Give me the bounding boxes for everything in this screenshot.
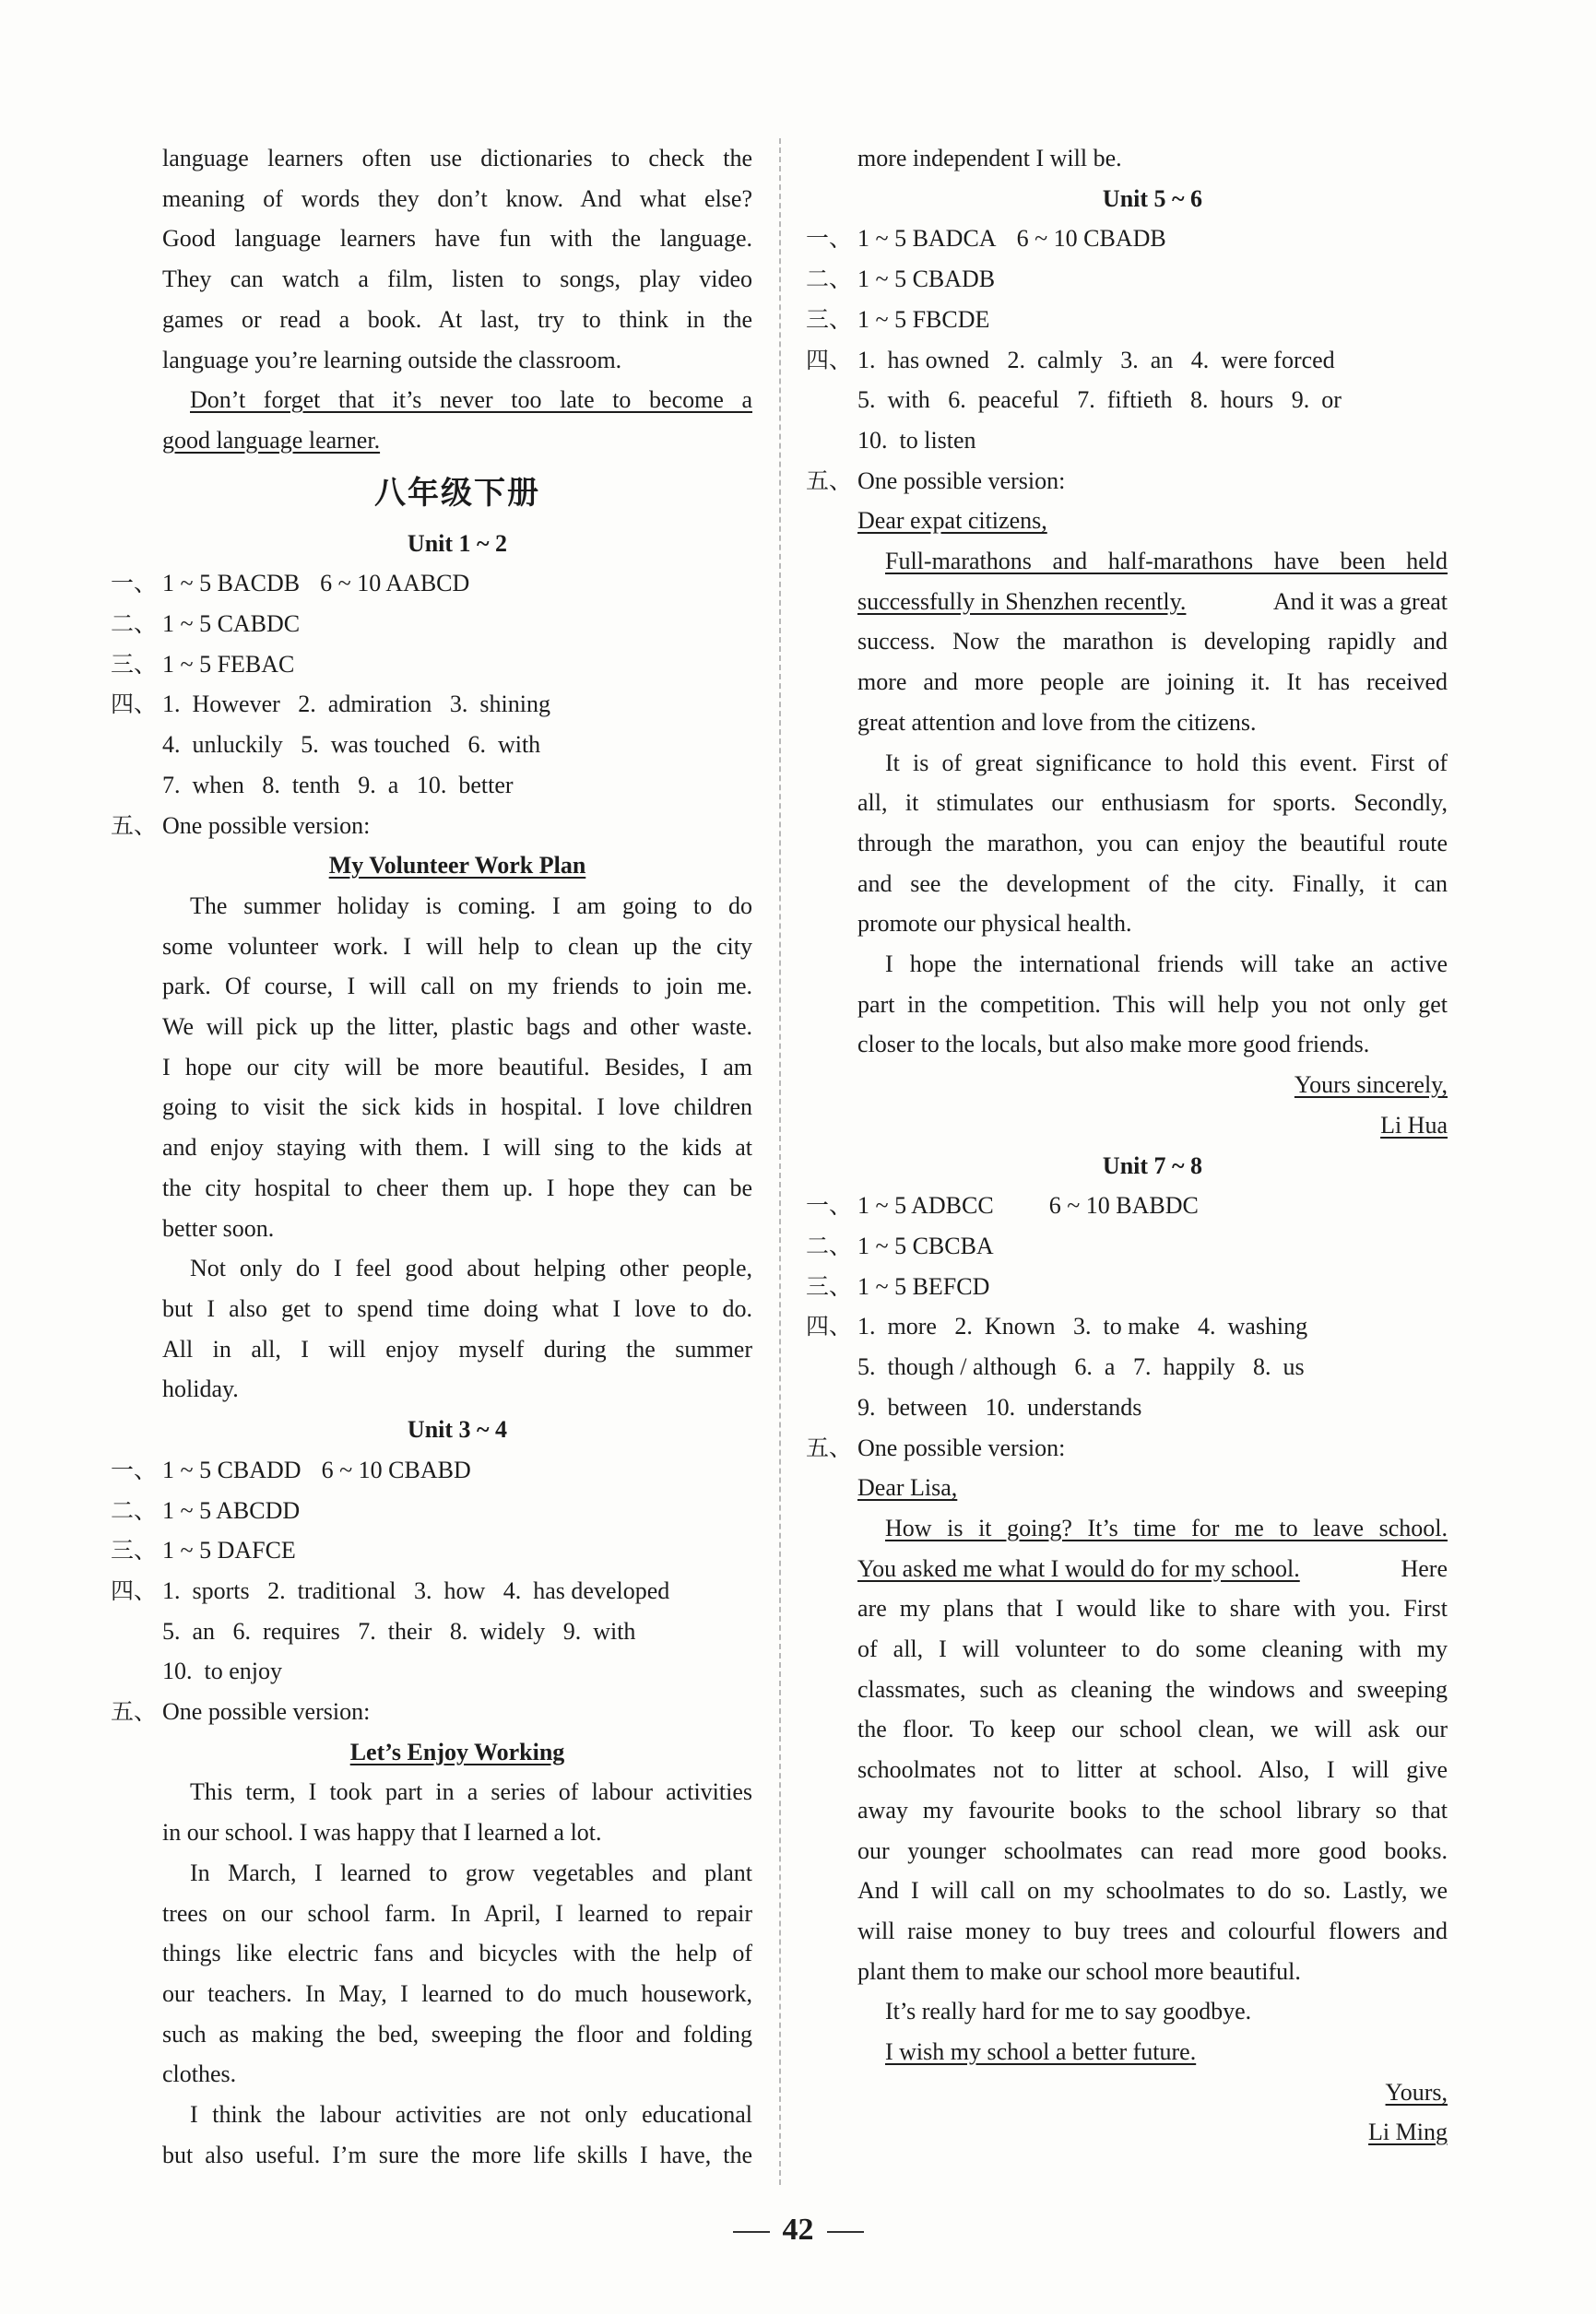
answer-group: 1 ~ 5 ABCDD — [162, 1496, 301, 1524]
version-label: One possible version: — [857, 1434, 1066, 1461]
answer-row — [806, 461, 1448, 502]
answer-group: 1 ~ 5 CBADD — [162, 1456, 301, 1483]
answer-row — [111, 1530, 752, 1571]
section-mark: 一、 — [806, 225, 853, 253]
text-line: the floor. To keep our school clean, we will ask our — [857, 1716, 1448, 1743]
fill-answers: 10. to enjoy — [162, 1658, 282, 1685]
text-line: They can watch a film, listen to songs, play video — [162, 266, 752, 293]
answer-row — [806, 259, 1448, 300]
answer-group: 1 ~ 5 ADBCC — [857, 1192, 994, 1220]
answer-group: 1 ~ 5 BACDB — [162, 570, 301, 597]
letter-closing: Yours sincerely, — [1294, 1071, 1448, 1099]
answer-row — [111, 604, 752, 644]
text-line: will raise money to buy trees and colourful flowers and — [857, 1917, 1448, 1944]
text-span: And it was a great — [1268, 587, 1448, 615]
answer-row — [806, 1306, 1448, 1347]
answer-group: 1 ~ 5 CABDC — [162, 610, 301, 638]
text-line: I think the labour activities are not only educational — [190, 2101, 752, 2129]
section-mark: 四、 — [806, 1313, 853, 1340]
text-line: closer to the locals, but also make more good friends. — [857, 1031, 1370, 1058]
answer-row — [806, 1428, 1448, 1469]
text-line: Not only do I feel good about helping other people, — [190, 1255, 752, 1282]
text-line: meaning of words they don’t know. And what else? — [162, 184, 752, 212]
text-line: promote our physical health. — [857, 910, 1132, 938]
section-mark: 五、 — [806, 1434, 853, 1461]
section-mark: 三、 — [111, 1537, 158, 1564]
version-label: One possible version: — [857, 466, 1066, 494]
answer-row — [111, 1692, 752, 1732]
answer-row — [111, 644, 752, 685]
text-line: clothes. — [162, 2060, 237, 2088]
answer-group: 1 ~ 5 FBCDE — [857, 305, 990, 333]
text-line — [857, 1549, 1448, 1589]
text-line: part in the competition. This will help you not only get — [857, 990, 1448, 1018]
fill-answers: 4. unluckily 5. was touched 6. with — [162, 731, 541, 759]
underlined-line: Don’t forget that it’s never too late to become a — [190, 386, 752, 414]
text-line: holiday. — [162, 1375, 239, 1403]
answer-group: 1 ~ 5 CBADB — [857, 266, 996, 293]
text-line: through the marathon, you can enjoy the beautiful route — [857, 829, 1448, 856]
underlined-text: successfully in Shenzhen recently. — [857, 587, 1187, 615]
section-mark: 五、 — [806, 466, 853, 494]
answer-row — [111, 1491, 752, 1531]
fill-answers: 1. has owned 2. calmly 3. an 4. were forced — [857, 346, 1335, 373]
section-mark: 五、 — [111, 1698, 158, 1726]
text-line: our teachers. In May, I learned to do much housework, — [162, 1979, 752, 2007]
text-line: the city hospital to cheer them up. I hope they can be — [162, 1174, 752, 1201]
fill-answers: 7. when 8. tenth 9. a 10. better — [162, 771, 514, 798]
text-line — [857, 582, 1448, 622]
answer-group: 6 ~ 10 CBADB — [1016, 225, 1166, 253]
section-title: 八年级下册 — [374, 474, 540, 512]
version-label: One possible version: — [162, 811, 371, 839]
fill-answers: 10. to listen — [857, 426, 976, 454]
section-mark: 二、 — [806, 1232, 853, 1259]
section-mark: 五、 — [111, 811, 158, 839]
right-column — [806, 138, 1448, 2153]
section-mark: 二、 — [111, 1496, 158, 1524]
text-line: Good language learners have fun with the language. — [162, 225, 752, 253]
text-line: It is of great significance to hold this event. First of — [885, 749, 1448, 776]
answer-group: 1 ~ 5 CBCBA — [857, 1232, 994, 1259]
folio-dash — [733, 2231, 770, 2233]
letter-greeting: Dear expat citizens, — [857, 507, 1047, 535]
text-line: are my plans that I would like to share with you. First — [857, 1595, 1448, 1623]
fill-answers: 5. though / although 6. a 7. happily 8. us — [857, 1353, 1305, 1381]
text-line: but also useful. I’m sure the more life skills I have, the — [162, 2141, 752, 2168]
column-divider — [779, 138, 781, 2185]
page-number: 42 — [782, 2213, 814, 2247]
section-mark: 四、 — [806, 346, 853, 373]
answer-row — [806, 1226, 1448, 1267]
answer-group: 1 ~ 5 FEBAC — [162, 650, 295, 678]
answer-row — [111, 684, 752, 725]
text-line: better soon. — [162, 1214, 275, 1242]
text-line: more independent I will be. — [857, 145, 1122, 171]
section-mark: 三、 — [806, 1272, 853, 1300]
text-line: of all, I will volunteer to do some cleaning with my — [857, 1635, 1448, 1663]
section-mark: 一、 — [111, 1456, 158, 1483]
text-line: and enjoy staying with them. I will sing to the kids at — [162, 1134, 752, 1162]
text-line: all, it stimulates our enthusiasm for sports. Secondly, — [857, 789, 1448, 817]
answer-row — [111, 1450, 752, 1491]
section-mark: 四、 — [111, 1576, 158, 1604]
text-line: and see the development of the city. Finally, it can — [857, 869, 1448, 897]
text-line: away my favourite books to the school library so that — [857, 1796, 1448, 1824]
answer-row — [806, 1186, 1448, 1226]
letter-closing: Yours, — [1385, 2078, 1448, 2106]
section-mark: 二、 — [111, 610, 158, 638]
underlined-line: How is it going? It’s time for me to leave school. — [885, 1514, 1448, 1541]
fill-answers: 5. an 6. requires 7. their 8. widely 9. with — [162, 1617, 636, 1645]
section-mark: 四、 — [111, 691, 158, 718]
text-line: in our school. I was happy that I learned a lot. — [162, 1819, 602, 1847]
text-line: I hope our city will be more beautiful. Besides, I am — [162, 1053, 752, 1080]
section-mark: 一、 — [111, 570, 158, 597]
answer-row — [806, 300, 1448, 340]
answer-group: 1 ~ 5 DAFCE — [162, 1537, 296, 1564]
fill-answers: 9. between 10. understands — [857, 1393, 1142, 1421]
unit-heading: Unit 5 ~ 6 — [1102, 184, 1203, 212]
answer-row — [111, 806, 752, 846]
text-line: such as making the bed, sweeping the floor and folding — [162, 2020, 752, 2048]
text-line: All in all, I will enjoy myself during the summer — [162, 1335, 752, 1363]
unit-heading: Unit 7 ~ 8 — [1102, 1151, 1203, 1179]
answer-row — [806, 1267, 1448, 1307]
fill-answers: 5. with 6. peaceful 7. fiftieth 8. hours 9. or — [857, 386, 1342, 414]
text-line: our younger schoolmates can read more good books. — [857, 1836, 1448, 1864]
underlined-line: Full-marathons and half-marathons have been held — [885, 548, 1448, 575]
answer-row — [806, 340, 1448, 381]
text-line: plant them to make our school more beautiful. — [857, 1957, 1301, 1985]
version-label: One possible version: — [162, 1698, 371, 1726]
essay-title: Let’s Enjoy Working — [349, 1738, 565, 1765]
letter-signature: Li Ming — [1368, 2119, 1448, 2146]
section-mark: 一、 — [806, 1192, 853, 1220]
text-span: Here — [1394, 1554, 1448, 1582]
answer-group: 6 ~ 10 AABCD — [320, 570, 470, 597]
answer-row — [111, 1571, 752, 1612]
text-line: We will pick up the litter, plastic bags and other waste. — [162, 1013, 752, 1041]
text-line: but I also get to spend time doing what I love to do. — [162, 1294, 752, 1322]
text-line: more and more people are joining it. It has received — [857, 668, 1448, 696]
text-line: things like electric fans and bicycles with the help of — [162, 1940, 752, 1967]
answer-group: 6 ~ 10 BABDC — [1048, 1192, 1199, 1220]
text-line: It’s really hard for me to say goodbye. — [885, 1998, 1252, 2025]
unit-heading: Unit 3 ~ 4 — [407, 1416, 508, 1444]
text-line: I hope the international friends will take an active — [885, 950, 1448, 978]
answer-group: 6 ~ 10 CBABD — [321, 1456, 471, 1483]
text-line: schoolmates not to litter at school. Also, I will give — [857, 1756, 1448, 1784]
folio-dash — [827, 2231, 864, 2233]
fill-answers: 1. more 2. Known 3. to make 4. washing — [857, 1313, 1308, 1340]
answer-row — [111, 563, 752, 604]
essay-title: My Volunteer Work Plan — [328, 852, 586, 880]
underlined-text: You asked me what I would do for my school. — [857, 1554, 1300, 1582]
fill-answers: 1. sports 2. traditional 3. how 4. has developed — [162, 1576, 670, 1604]
text-line: language learners often use dictionaries to check the — [162, 145, 752, 171]
fill-answers: 1. However 2. admiration 3. shining — [162, 691, 550, 718]
left-column — [111, 138, 752, 2175]
text-line: going to visit the sick kids in hospital. I love children — [162, 1093, 752, 1121]
letter-greeting: Dear Lisa, — [857, 1474, 958, 1502]
page-number-footer — [0, 2213, 1596, 2248]
section-mark: 三、 — [806, 305, 853, 333]
letter-signature: Li Hua — [1380, 1111, 1448, 1139]
section-mark: 三、 — [111, 650, 158, 678]
section-mark: 二、 — [806, 266, 853, 293]
text-line: success. Now the marathon is developing rapidly and — [857, 628, 1448, 655]
answer-group: 1 ~ 5 BADCA — [857, 225, 997, 253]
text-line: The summer holiday is coming. I am going to do — [190, 891, 752, 919]
text-line: This term, I took part in a series of labour activities — [190, 1778, 752, 1806]
text-line: trees on our school farm. In April, I learned to repair — [162, 1899, 752, 1927]
unit-heading: Unit 1 ~ 2 — [407, 529, 508, 557]
text-line: In March, I learned to grow vegetables and plant — [190, 1859, 752, 1886]
text-line: classmates, such as cleaning the windows and sweeping — [857, 1675, 1448, 1703]
underlined-text: I wish my school a better future. — [885, 2038, 1197, 2066]
text-line: park. Of course, I will call on my friends to join me. — [162, 973, 752, 1000]
text-line: some volunteer work. I will help to clean up the city — [162, 932, 752, 960]
text-line: games or read a book. At last, try to think in the — [162, 305, 752, 333]
answer-row — [806, 218, 1448, 259]
text-line: And I will call on my schoolmates to do so. Lastly, we — [857, 1877, 1448, 1905]
text-line: language you’re learning outside the classroom. — [162, 346, 622, 373]
text-line: great attention and love from the citizens. — [857, 708, 1257, 736]
answer-group: 1 ~ 5 BEFCD — [857, 1272, 990, 1300]
underlined-line: good language learner. — [162, 426, 381, 454]
